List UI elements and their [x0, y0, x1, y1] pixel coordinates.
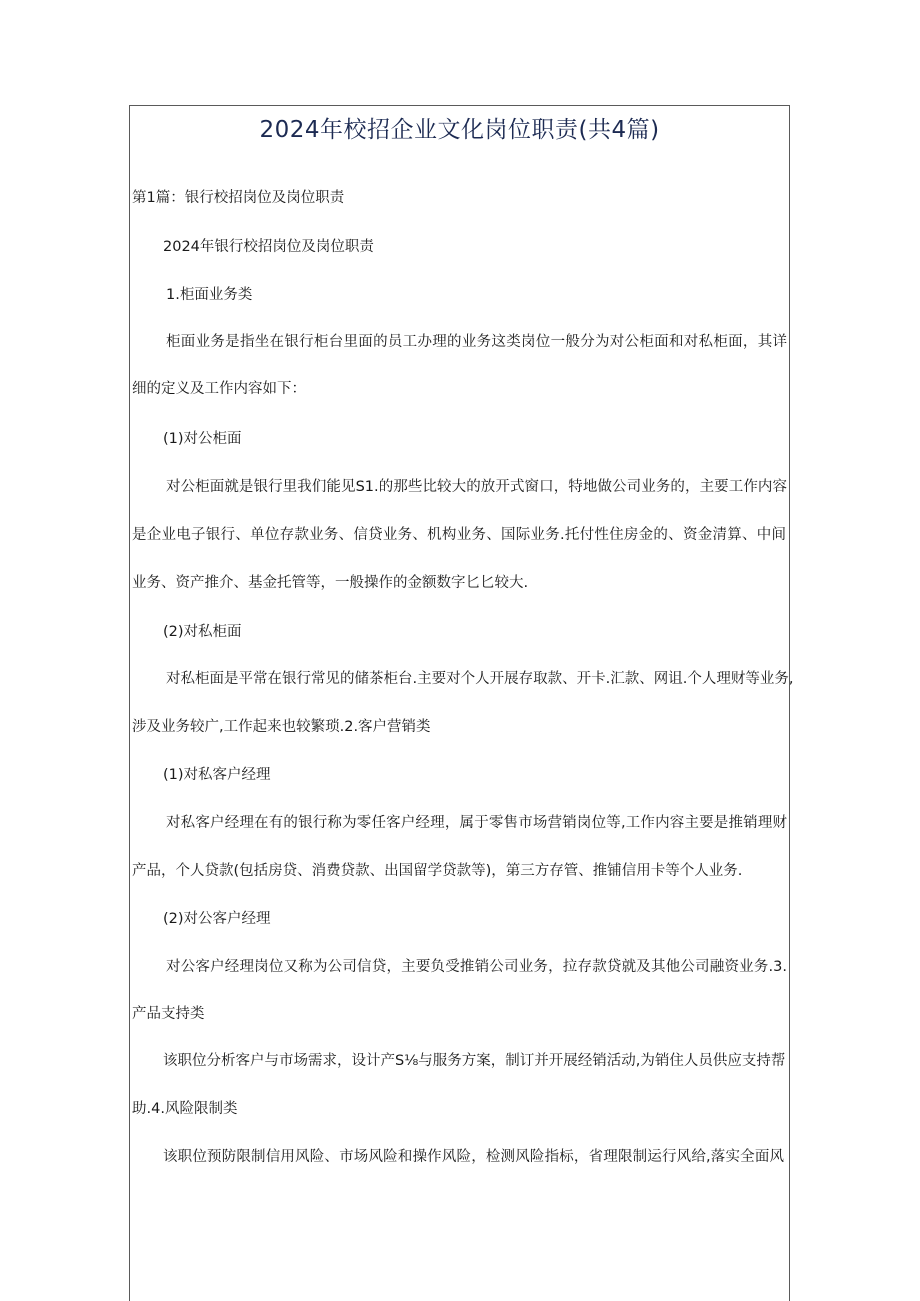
paragraph-line: 对私柜面是平常在银行常见的储茶柜台.主要对个人开展存取款、开卡.汇款、网诅.个人理财等业务, — [166, 671, 794, 687]
paragraph-line: 是企业电子银行、单位存款业务、信贷业务、机构业务、国际业务.托付性住房金的、资金清算、中间 — [132, 527, 786, 543]
paragraph-line: 助.4.风险限制类 — [132, 1101, 238, 1117]
paragraph-line: 产品支持类 — [132, 1006, 205, 1022]
section-heading: 第1篇：银行校招岗位及岗位职责 — [132, 190, 345, 206]
subtitle: 2024年银行校招岗位及岗位职责 — [163, 239, 374, 255]
paragraph-line: 涉及业务较广,工作起来也较繁琐.2.客户营销类 — [132, 719, 431, 735]
paragraph-line: 对私客户经理在有的银行称为零任客户经理，属于零售市场营销岗位等,工作内容主要是推销理财 — [166, 815, 787, 831]
document-title: 2024年校招企业文化岗位职责(共4篇) — [259, 117, 660, 143]
paragraph-line: 该职位分析客户与市场需求，设计产S⅛与服务方案，制订并开展经销活动,为销住人员供应支持帮 — [163, 1053, 786, 1069]
paragraph-line: 对公客户经理岗位又称为公司信贷，主要负受推销公司业务，拉存款贷就及其他公司融资业务.3. — [166, 959, 787, 975]
paragraph-line: 该职位预防限制信用风险、市场风险和操作风险，检测风险指标，省理限制运行风给,落实全面风 — [163, 1149, 784, 1165]
paragraph-line: 柜面业务是指坐在银行柜台里面的员工办理的业务这类岗位一般分为对公柜面和对私柜面，其详 — [166, 334, 787, 350]
paragraph-line: 业务、资产推介、基金托管等，一般操作的金额数字匕匕较大. — [132, 575, 529, 591]
category-heading: 1.柜面业务类 — [166, 287, 253, 303]
subheading: (1)对私客户经理 — [163, 767, 271, 783]
paragraph-line: 对公柜面就是银行里我们能见S1.的那些比较大的放开式窗口，特地做公司业务的，主要工作内容 — [166, 479, 787, 495]
paragraph-line: 细的定义及工作内容如下： — [132, 381, 306, 397]
subheading: (2)对私柜面 — [163, 624, 242, 640]
subheading: (2)对公客户经理 — [163, 911, 271, 927]
subheading: (1)对公柜面 — [163, 431, 242, 447]
paragraph-line: 产品，个人贷款(包括房贷、消费贷款、出国留学贷款等)，第三方存管、推铺信用卡等个人业务. — [132, 863, 743, 879]
